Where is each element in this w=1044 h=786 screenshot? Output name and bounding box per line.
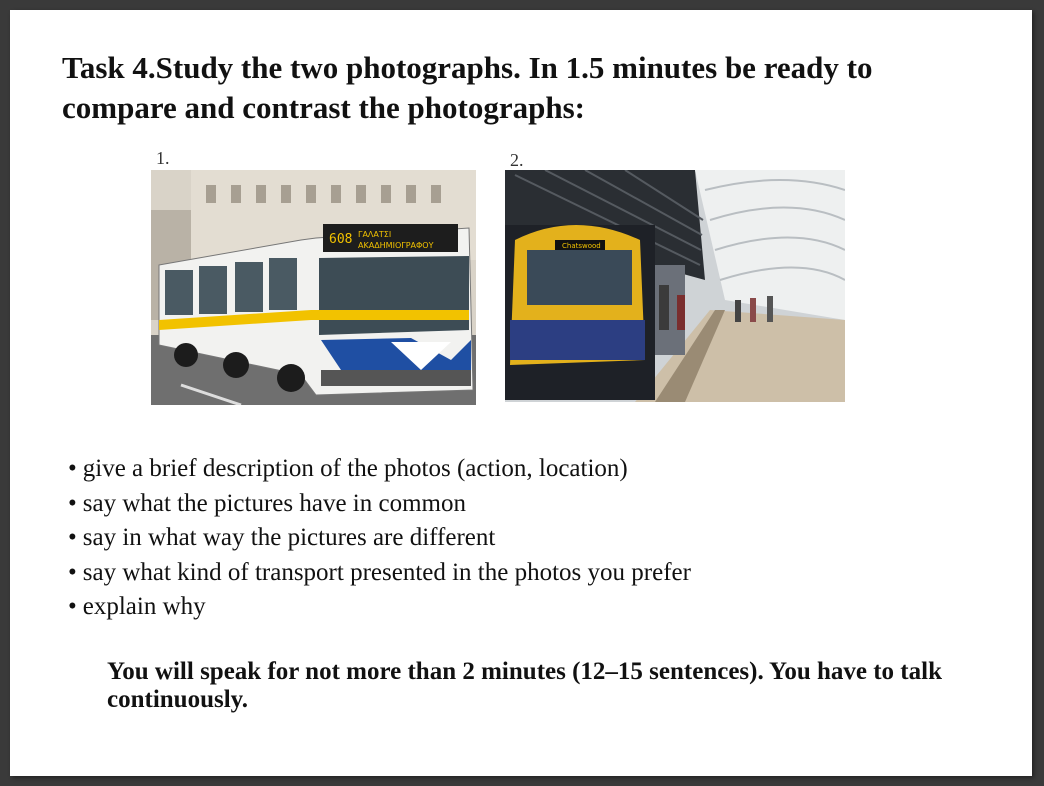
instruction-item: • explain why bbox=[68, 590, 968, 625]
bus-destination-line-2: ΑΚΑΔΗΜΙΟΓΡΑΦΟΥ bbox=[358, 241, 434, 250]
instruction-item: • say in what way the pictures are different bbox=[68, 521, 968, 556]
bus-route-number: 608 bbox=[329, 232, 353, 247]
train-destination-sign: Chatswood bbox=[562, 242, 601, 250]
instruction-item: • say what the pictures have in common bbox=[68, 487, 968, 522]
photo-1-number: 1. bbox=[156, 148, 170, 168]
photo-bus bbox=[151, 170, 476, 405]
train-illustration bbox=[505, 170, 845, 402]
photo-2-number: 2. bbox=[510, 150, 524, 170]
task-title: Task 4.Study the two photographs. In 1.5 minutes be ready to compare and contrast the photographs: bbox=[62, 50, 873, 125]
photo-train bbox=[505, 170, 845, 402]
instruction-item: • say what kind of transport presented in the photos you prefer bbox=[68, 556, 968, 591]
speaking-time-note: You will speak for not more than 2 minutes (12–15 sentences). You have to talk continuously. bbox=[107, 658, 942, 713]
instruction-list bbox=[68, 452, 968, 625]
slide bbox=[10, 10, 1032, 776]
bus-destination-line-1: ΓΑΛΑΤΣΙ bbox=[358, 230, 392, 239]
bus-illustration bbox=[151, 170, 476, 405]
instruction-item: • give a brief description of the photos (action, location) bbox=[68, 452, 968, 487]
